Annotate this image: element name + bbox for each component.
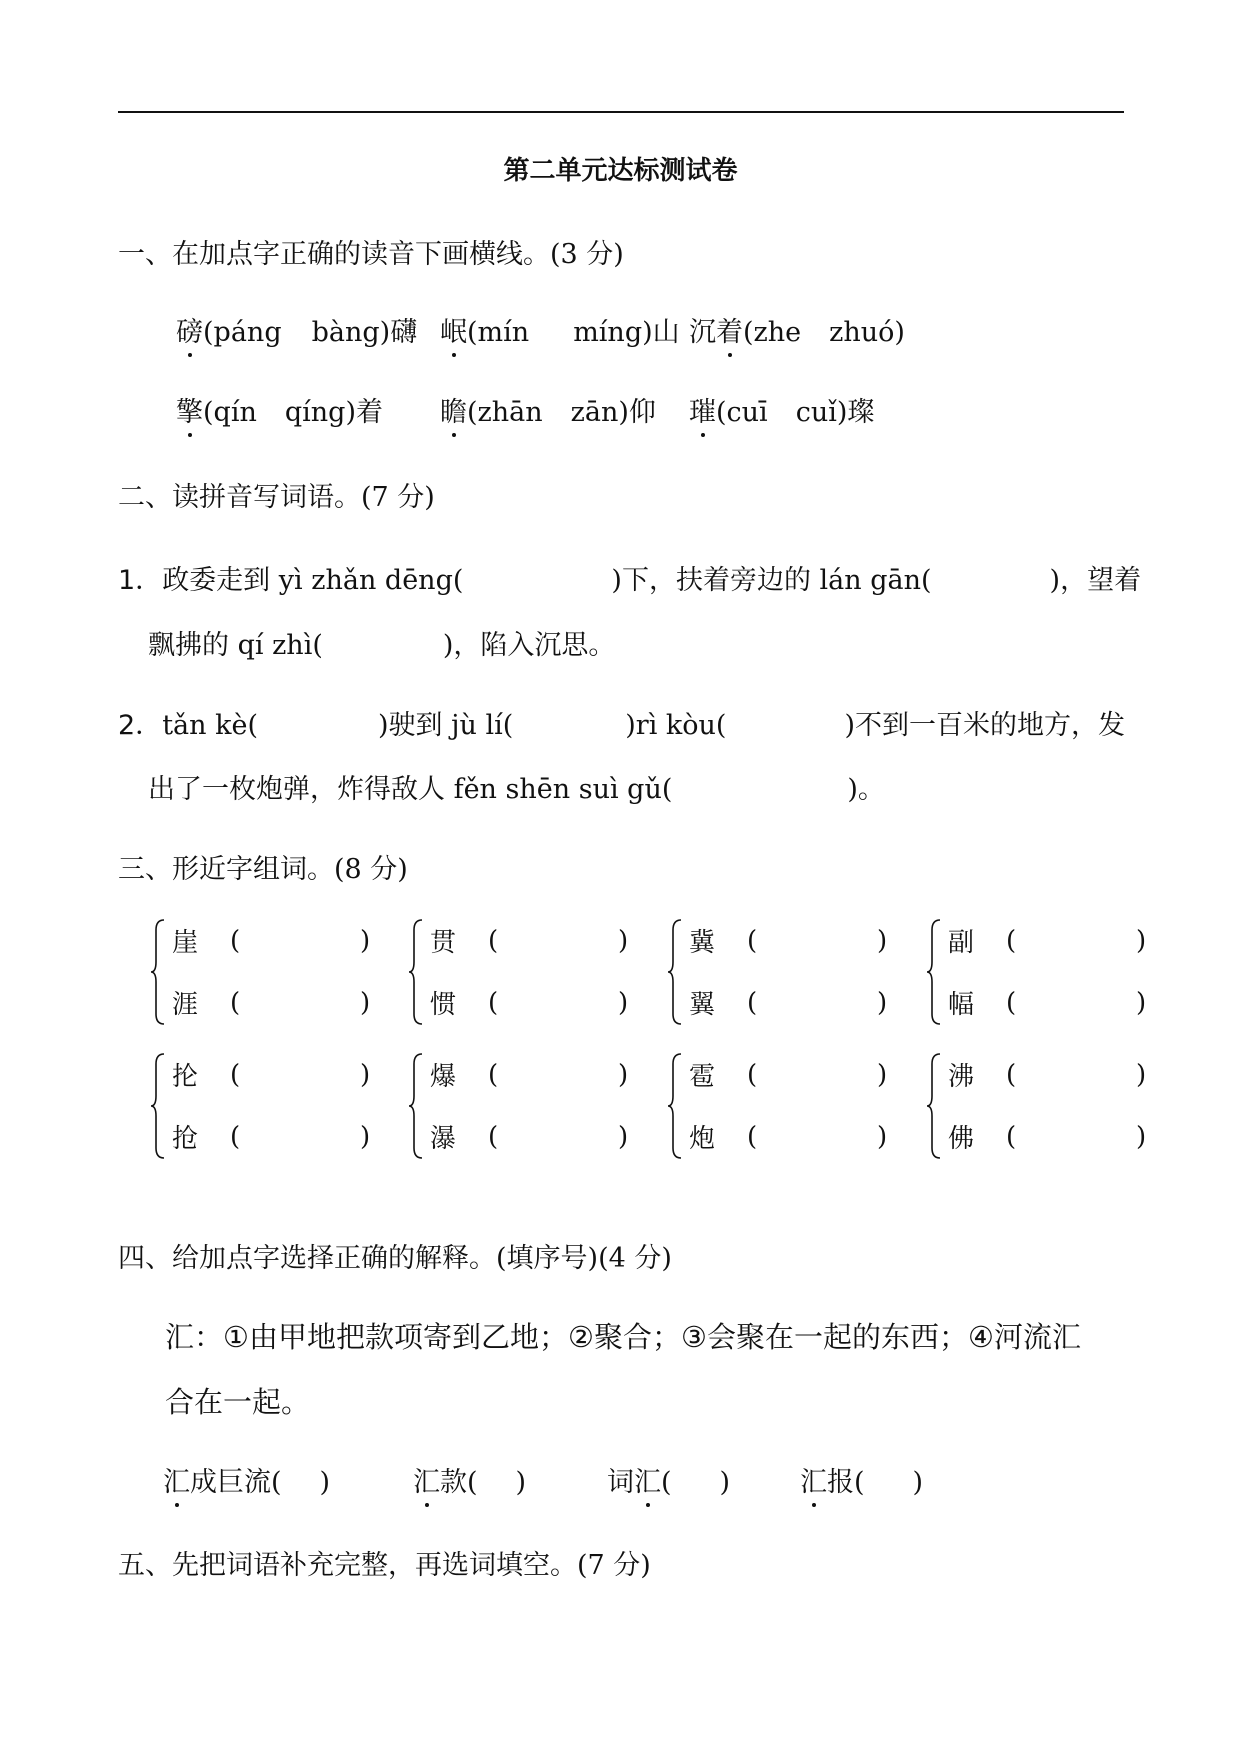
- pinyin-option[interactable]: qíng: [284, 397, 346, 428]
- similar-char: 抡: [172, 1062, 199, 1092]
- question-2-line-1: [118, 703, 1125, 742]
- similar-char-group: [926, 918, 1166, 1038]
- top-rule: [118, 111, 1124, 113]
- answer-blank[interactable]: [1020, 1060, 1134, 1090]
- open-paren: (: [747, 1122, 758, 1152]
- choice-item: [800, 1460, 923, 1499]
- brace-icon: [408, 1052, 424, 1167]
- similar-char: 崖: [172, 928, 199, 958]
- definition-line-2: 合在一起。: [165, 1385, 311, 1419]
- answer-blank[interactable]: [244, 1060, 358, 1090]
- close-paren: ): [1136, 1060, 1147, 1090]
- pinyin-item: 磅(páng bàng)礴: [176, 310, 417, 349]
- dotted-char: 汇: [800, 1460, 827, 1499]
- pinyin-option[interactable]: cuǐ: [795, 397, 837, 428]
- dotted-char: 岷: [440, 310, 467, 349]
- word-tail: 款(: [440, 1467, 478, 1498]
- similar-char: 瀑: [430, 1124, 457, 1154]
- question-text: )，望着: [1049, 565, 1142, 596]
- similar-char: 炮: [689, 1124, 716, 1154]
- page-title: 第二单元达标测试卷: [503, 156, 738, 186]
- similar-char: 雹: [689, 1062, 716, 1092]
- open-paren: (: [1006, 1122, 1017, 1152]
- similar-char-group: [408, 1052, 648, 1172]
- question-1-line-2: [148, 623, 615, 662]
- open-paren: (: [747, 926, 758, 956]
- dotted-char: 汇: [413, 1460, 440, 1499]
- dotted-char: 汇: [634, 1460, 661, 1499]
- open-paren: (: [1006, 926, 1017, 956]
- close-paren: ): [618, 1060, 629, 1090]
- answer-blank[interactable]: [244, 926, 358, 956]
- pinyin-option[interactable]: zhān: [477, 397, 543, 428]
- brace-icon: [667, 918, 683, 1033]
- open-paren: (: [488, 1122, 499, 1152]
- brace-icon: [667, 1052, 683, 1167]
- open-paren: (: [488, 988, 499, 1018]
- close-paren: ): [515, 1467, 527, 1498]
- similar-char: 爆: [430, 1062, 457, 1092]
- section-4-heading: 四、给加点字选择正确的解释。(填序号)(4 分): [118, 1243, 672, 1274]
- pinyin-item: 沉着(zhe zhuó): [689, 310, 905, 349]
- brace-icon: [408, 918, 424, 1033]
- question-text: )驶到 jù lí(: [377, 710, 514, 741]
- question-1-line-1: [118, 558, 1141, 597]
- pinyin-item: 瞻(zhān zān)仰: [440, 390, 656, 429]
- open-paren: (: [747, 988, 758, 1018]
- open-paren: (: [747, 1060, 758, 1090]
- pinyin-option[interactable]: mín: [477, 317, 530, 348]
- open-paren: (: [488, 1060, 499, 1090]
- open-paren: (: [230, 988, 241, 1018]
- word-tail: 璨: [847, 397, 875, 428]
- section-3-heading: 三、形近字组词。(8 分): [118, 854, 408, 885]
- question-text: )不到一百米的地方，发: [844, 710, 1125, 741]
- answer-blank[interactable]: [761, 1122, 875, 1152]
- open-paren: (: [230, 926, 241, 956]
- dotted-char: 磅: [176, 310, 203, 349]
- close-paren: ): [912, 1467, 924, 1498]
- close-paren: ): [360, 1060, 371, 1090]
- definition-line-1: 汇：①由甲地把款项寄到乙地；②聚合；③会聚在一起的东西；④河流汇: [165, 1320, 1081, 1354]
- similar-char: 翼: [689, 990, 716, 1020]
- close-paren: ): [877, 988, 888, 1018]
- similar-char: 抢: [172, 1124, 199, 1154]
- choice-item: [163, 1460, 330, 1499]
- question-text: )下，扶着旁边的 lán gān(: [611, 565, 932, 596]
- answer-blank[interactable]: [502, 1122, 616, 1152]
- close-paren: ): [877, 1122, 888, 1152]
- pinyin-option[interactable]: qín: [213, 397, 257, 428]
- similar-char: 贯: [430, 928, 457, 958]
- word-tail: 山: [652, 317, 680, 348]
- answer-blank[interactable]: [761, 926, 875, 956]
- close-paren: ): [360, 988, 371, 1018]
- close-paren: ): [1136, 1122, 1147, 1152]
- pinyin-option[interactable]: míng: [573, 317, 643, 348]
- similar-char: 沸: [948, 1062, 975, 1092]
- question-text: 出了一枚炮弹，炸得敌人 fěn shēn suì gǔ(: [148, 774, 673, 805]
- word-tail: 仰: [628, 397, 656, 428]
- similar-char-group: [667, 1052, 907, 1172]
- word-head: 沉: [689, 317, 716, 348]
- close-paren: ): [319, 1467, 331, 1498]
- open-paren: (: [230, 1060, 241, 1090]
- dotted-char: 汇: [163, 1460, 190, 1499]
- pinyin-option[interactable]: páng: [213, 317, 282, 348]
- similar-char: 幅: [948, 990, 975, 1020]
- open-paren: (: [230, 1122, 241, 1152]
- close-paren: ): [1136, 926, 1147, 956]
- answer-blank[interactable]: [244, 1122, 358, 1152]
- open-paren: (: [1006, 988, 1017, 1018]
- answer-blank[interactable]: [244, 988, 358, 1018]
- question-text: )rì kòu(: [625, 710, 727, 741]
- similar-char-group: [150, 918, 390, 1038]
- word-head: 词: [607, 1467, 634, 1498]
- section-1-heading: 一、在加点字正确的读音下画横线。(3 分): [118, 239, 624, 270]
- similar-char: 惯: [430, 990, 457, 1020]
- word-tail: 着: [356, 397, 383, 428]
- answer-blank[interactable]: [502, 988, 616, 1018]
- close-paren: ): [618, 988, 629, 1018]
- question-number: 1．: [118, 565, 163, 596]
- pinyin-option[interactable]: zān: [570, 397, 619, 428]
- open-paren: (: [488, 926, 499, 956]
- close-paren: ): [1136, 988, 1147, 1018]
- pinyin-item: 璀(cuī cuǐ)璨: [689, 390, 874, 429]
- pinyin-option[interactable]: zhe: [753, 317, 802, 348]
- dotted-char: 擎: [176, 390, 203, 429]
- similar-char: 佛: [948, 1124, 975, 1154]
- pinyin-item: 擎(qín qíng)着: [176, 390, 383, 429]
- similar-char-group: [926, 1052, 1166, 1172]
- answer-blank[interactable]: [1020, 926, 1134, 956]
- section-5-heading: 五、先把词语补充完整，再选词填空。(7 分): [118, 1550, 651, 1581]
- choice-item: [607, 1460, 730, 1499]
- close-paren: ): [360, 926, 371, 956]
- similar-char-group: [150, 1052, 390, 1172]
- answer-blank[interactable]: [761, 988, 875, 1018]
- similar-char: 冀: [689, 928, 716, 958]
- answer-blank[interactable]: [761, 1060, 875, 1090]
- close-paren: ): [877, 1060, 888, 1090]
- brace-icon: [926, 918, 942, 1033]
- question-text: )。: [847, 774, 885, 805]
- close-paren: ): [618, 1122, 629, 1152]
- brace-icon: [926, 1052, 942, 1167]
- choice-item: [413, 1460, 526, 1499]
- answer-blank[interactable]: [502, 1060, 616, 1090]
- question-2-line-2: [148, 767, 885, 806]
- close-paren: ): [618, 926, 629, 956]
- question-text: 政委走到 yì zhǎn dēng(: [162, 565, 464, 596]
- word-tail: 成巨流(: [190, 1467, 282, 1498]
- close-paren: ): [719, 1467, 731, 1498]
- word-tail: (: [661, 1467, 672, 1498]
- question-text: 飘拂的 qí zhì(: [148, 630, 323, 661]
- similar-char-group: [408, 918, 648, 1038]
- similar-char: 副: [948, 928, 975, 958]
- close-paren: ): [877, 926, 888, 956]
- similar-char-group: [667, 918, 907, 1038]
- dotted-char: 着: [716, 310, 743, 349]
- section-2-heading: 二、读拼音写词语。(7 分): [118, 482, 435, 513]
- brace-icon: [150, 1052, 166, 1167]
- word-tail: 报(: [827, 1467, 865, 1498]
- pinyin-item: 岷(mín míng)山: [440, 310, 680, 349]
- pinyin-option[interactable]: zhuó: [829, 317, 895, 348]
- similar-char: 涯: [172, 990, 199, 1020]
- dotted-char: 瞻: [440, 390, 467, 429]
- answer-blank[interactable]: [502, 926, 616, 956]
- question-text: )，陷入沉思。: [442, 630, 616, 661]
- close-paren: ): [360, 1122, 371, 1152]
- open-paren: (: [1006, 1060, 1017, 1090]
- word-tail: 礴: [390, 317, 418, 348]
- answer-blank[interactable]: [1020, 1122, 1134, 1152]
- dotted-char: 璀: [689, 390, 716, 429]
- brace-icon: [150, 918, 166, 1033]
- question-number: 2．: [118, 710, 163, 741]
- pinyin-option[interactable]: bàng: [311, 317, 380, 348]
- answer-blank[interactable]: [1020, 988, 1134, 1018]
- pinyin-option[interactable]: cuī: [726, 397, 768, 428]
- question-text: tǎn kè(: [162, 710, 258, 741]
